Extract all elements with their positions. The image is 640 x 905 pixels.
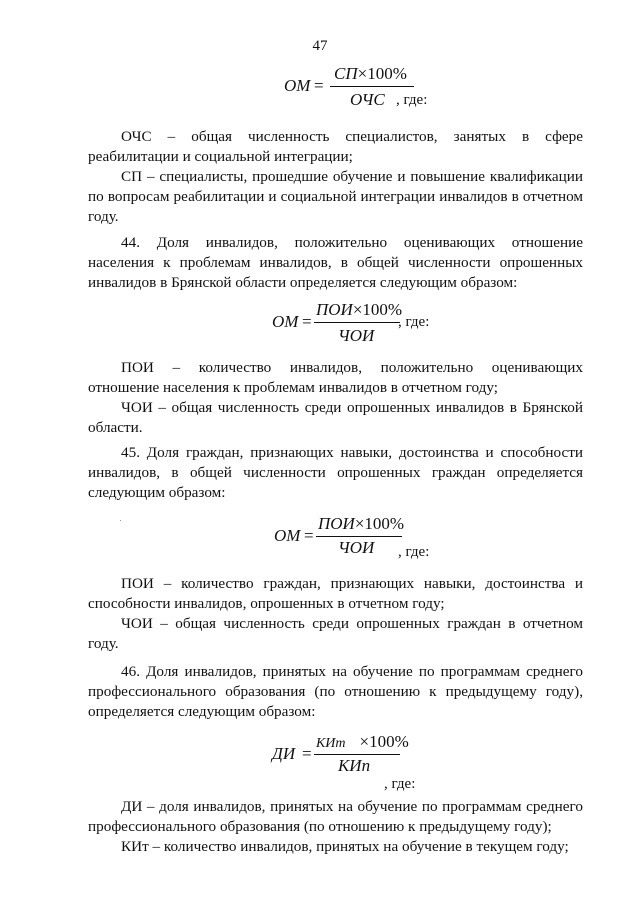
fraction-bar bbox=[330, 86, 414, 87]
formula-where: , где: bbox=[384, 776, 416, 792]
fraction-bar bbox=[314, 754, 400, 755]
formula-denominator: ЧОИ bbox=[338, 538, 375, 557]
paragraph: 45. Доля граждан, признающих навыки, достоинства и способности инвалидов, в общей численности опрошенных граждан определяется следующим образом: bbox=[88, 444, 583, 501]
formula-om-sp bbox=[284, 66, 464, 116]
formula-om-poi-1 bbox=[272, 298, 452, 348]
numerator-symbol: КИт bbox=[316, 736, 346, 751]
numerator-multiplier: ×100% bbox=[359, 732, 409, 751]
paragraph: ЧОИ – общая численность среди опрошенных инвалидов в Брянской области. bbox=[88, 399, 583, 436]
formula-denominator: ЧОИ bbox=[338, 326, 375, 345]
formula-di bbox=[272, 732, 472, 792]
paragraph: ЧОИ – общая численность среди опрошенных граждан в отчетном году. bbox=[88, 615, 583, 652]
formula-numerator bbox=[316, 732, 409, 752]
scan-speck bbox=[120, 520, 121, 521]
formula-equals: = bbox=[304, 526, 314, 545]
formula-where: , где: bbox=[398, 314, 430, 330]
paragraph: СП – специалисты, прошедшие обучение и повышение квалификации по вопросам реабилитации и социальной интеграции инвалидов в отчетном году. bbox=[88, 168, 583, 225]
paragraph: 44. Доля инвалидов, положительно оценивающих отношение населения к проблемам инвалидов, в общей численности опрошенных инвалидов в Брянской области определяется следующим образом: bbox=[88, 234, 583, 291]
numerator-symbol: ПОИ bbox=[316, 300, 353, 319]
page-number: 47 bbox=[312, 38, 328, 54]
paragraph: ПОИ – количество граждан, признающих навыки, достоинства и способности инвалидов, опрошенных в отчетном году; bbox=[88, 575, 583, 612]
paragraph: ОЧС – общая численность специалистов, занятых в сфере реабилитации и социальной интеграции; bbox=[88, 128, 583, 165]
paragraph: КИт – количество инвалидов, принятых на обучение в текущем году; bbox=[121, 838, 569, 855]
formula-where: , где: bbox=[398, 544, 430, 560]
formula-numerator bbox=[318, 514, 404, 534]
formula-denominator: КИп bbox=[338, 756, 371, 775]
numerator-symbol: СП bbox=[334, 64, 358, 83]
formula-lhs: ОМ bbox=[272, 312, 299, 331]
fraction-bar bbox=[314, 322, 400, 323]
formula-om-poi-2 bbox=[274, 514, 454, 564]
formula-lhs: ДИ bbox=[272, 744, 296, 763]
formula-numerator bbox=[316, 300, 402, 320]
formula-lhs: ОМ bbox=[274, 526, 301, 545]
formula-denominator: ОЧС bbox=[350, 90, 385, 109]
numerator-multiplier: ×100% bbox=[354, 514, 405, 533]
paragraph: ДИ – доля инвалидов, принятых на обучение по программам среднего профессионального образования (по отношению к предыдущему году); bbox=[88, 798, 583, 835]
numerator-multiplier: ×100% bbox=[357, 64, 407, 83]
formula-equals: = bbox=[302, 744, 312, 763]
paragraph: ПОИ – количество инвалидов, положительно оценивающих отношение населения к проблемам инвалидов в отчетном году; bbox=[88, 359, 583, 396]
formula-where: , где: bbox=[396, 92, 428, 108]
numerator-multiplier: ×100% bbox=[352, 300, 403, 319]
formula-equals: = bbox=[302, 312, 312, 331]
formula-equals: = bbox=[314, 76, 324, 95]
formula-numerator bbox=[334, 64, 407, 84]
paragraph: 46. Доля инвалидов, принятых на обучение по программам среднего профессионального образования (по отношению к предыдущему году), определяется следующим образом: bbox=[88, 663, 583, 720]
formula-lhs: ОМ bbox=[284, 76, 311, 95]
numerator-symbol: ПОИ bbox=[318, 514, 355, 533]
fraction-bar bbox=[316, 536, 402, 537]
